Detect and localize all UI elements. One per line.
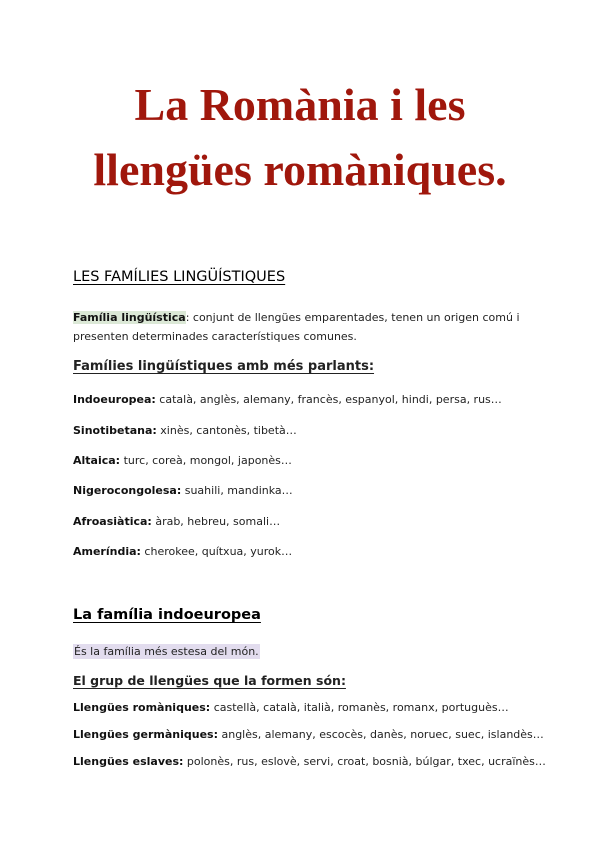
family-examples: cherokee, quítxua, yurok… [140,545,293,558]
group-name: Llengües eslaves: [73,755,184,768]
group-examples: polonès, rus, eslovè, servi, croat, bosnià, búlgar, txec, ucraïnès… [183,755,546,768]
subheading-language-groups: El grup de llengües que la formen són: [73,673,346,688]
family-item-afroasiatic [73,512,533,531]
family-item-nigercongo [73,481,533,500]
family-name: Sinotibetana: [73,424,157,437]
definition-paragraph [73,308,533,346]
indoeuropean-note-text: És la família més estesa del món. [74,645,259,658]
family-name: Afroasiàtica: [73,515,152,528]
family-examples: turc, coreà, mongol, japonès… [120,454,292,467]
section-heading-language-families: LES FAMÍLIES LINGÜÍSTIQUES [73,269,286,285]
family-examples: suahili, mandinka… [181,484,293,497]
family-item-indoeuropean [73,390,533,409]
definition-term: Família lingüística [73,311,186,324]
definition-text: : conjunt de llengües emparentades, tenen un origen comú i presenten determinades característiques comunes. [73,311,520,343]
family-name: Indoeuropea: [73,393,156,406]
family-examples: català, anglès, alemany, francès, espanyol, hindi, persa, rus… [155,393,502,406]
indoeuropean-note [73,642,533,661]
family-item-altaic [73,451,533,470]
group-item-slavic [73,752,546,771]
family-examples: xinès, cantonès, tibetà… [156,424,297,437]
group-name: Llengües romàniques: [73,701,211,714]
section-heading-indoeuropean-family: La família indoeuropea [73,607,261,623]
family-name: Ameríndia: [73,545,141,558]
family-examples: àrab, hebreu, somali… [151,515,281,528]
family-name: Nigerocongolesa: [73,484,182,497]
family-item-sinotibetan [73,421,533,440]
family-name: Altaica: [73,454,121,467]
group-examples: castellà, català, italià, romanès, romanx, portuguès… [210,701,509,714]
group-item-germanic [73,725,544,744]
group-examples: anglès, alemany, escocès, danès, noruec, suec, islandès… [217,728,544,741]
group-name: Llengües germàniques: [73,728,218,741]
group-item-romance [73,698,533,717]
subheading-most-spoken-families: Famílies lingüístiques amb més parlants: [73,359,375,374]
family-item-amerindian [73,542,533,561]
page-title-line-1: La Romània i les [134,79,466,130]
page-title-line-2: llengües romàniques. [93,144,507,195]
